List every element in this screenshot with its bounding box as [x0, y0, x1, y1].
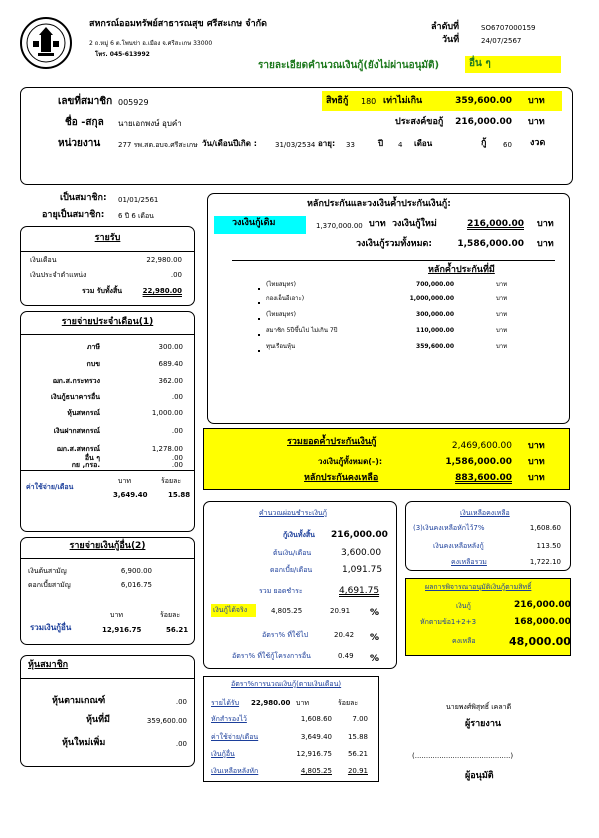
expense-label: กย ,กรอ. [71, 461, 100, 469]
installments: 60 [503, 141, 512, 149]
repayment-title: คำนวณผ่อนชำระเงินกู้ [259, 509, 327, 517]
guarantee-bullet [258, 288, 260, 290]
guarantee-unit: บาท [496, 311, 508, 318]
principal-value: 6,900.00 [120, 567, 152, 575]
new-loan-label: วงเงินกู้ใหม่ [392, 219, 437, 229]
ratio-row-value: 4,805.25 [300, 767, 332, 775]
report-title: รายละเอียดคำนวณเงินกู้(ยังไม่ผ่านอนุมัติ) [258, 60, 440, 71]
ratio-row-pct: 15.88 [347, 733, 368, 741]
principal-month-value: 3,600.00 [341, 548, 382, 558]
received-pct-sign: % [370, 608, 380, 618]
loan-label: กู้ [481, 138, 487, 148]
name-value: นายเอกพงษ์ อุบคำ [118, 119, 182, 128]
guarantee-unit: บาท [496, 343, 508, 350]
member-id-label: เลขที่สมาชิก [58, 96, 113, 107]
purpose-amount: 216,000.00 [455, 117, 512, 127]
other-total-label: รวมเงินกู้อื่น [30, 623, 72, 632]
expense-label: เงินฝากสหกรณ์ [53, 427, 100, 435]
principal-label: เงินต้นสามัญ [28, 567, 67, 575]
interest-label: ดอกเบี้ยสามัญ [28, 581, 71, 589]
guarantee-title: หลักค้ำประกันที่มี [428, 265, 495, 275]
org-name: สหกรณ์ออมทรัพย์สาธารณสุข ศรีสะเกษ จำกัด [89, 19, 267, 29]
other-total-value: 12,916.75 [102, 626, 142, 634]
guarantee-bullet [258, 350, 260, 352]
received-pct: 20.91 [330, 607, 351, 615]
shares-box [20, 655, 195, 767]
approval-loan-label: เงินกู้ [456, 602, 471, 610]
birth-label: วัน/เดือนปีเกิด : [202, 139, 257, 148]
expenses-total-value: 3,649.40 [113, 491, 148, 499]
expense-label: ฌก.ส.กระทรวง [52, 377, 100, 385]
org-phone: โทร. 045-613992 [95, 51, 150, 58]
expense-value: .00 [171, 427, 183, 435]
purpose-label: ประสงค์ขอกู้ [395, 117, 444, 127]
all-loan-label: วงเงินกู้รวมทั้งหมด: [356, 239, 432, 249]
ratio-row-pct: 20.91 [347, 767, 368, 775]
all-loans-value: 1,586,000.00 [445, 457, 512, 467]
seq-value: SO6707000159 [481, 24, 536, 32]
other-col-baht: บาท [110, 611, 123, 619]
remaining-label: หลักประกันคงเหลือ [304, 473, 379, 483]
approver-role: ผู้อนุมัติ [465, 771, 494, 781]
ratio-row-pct: 56.21 [347, 750, 368, 758]
reserve-label: (3)เงินคงเหลือหักไว้7% [413, 524, 485, 532]
income-title: รายรับ [94, 233, 121, 243]
guarantee-value: 700,000.00 [416, 281, 454, 288]
expense-label: อื่น ๆ [84, 454, 100, 462]
ratio-row-value: 1,608.60 [300, 715, 332, 723]
all-loans-label: วงเงินกู้ทั้งหมด(-): [318, 457, 383, 466]
rate-label: อัตรา% ที่ใช้ไป [262, 631, 309, 639]
ratio-row-value: 12,916.75 [296, 750, 332, 758]
expense-label: หุ้นสหกรณ์ [67, 409, 100, 417]
guarantee-total-baht: บาท [528, 441, 545, 451]
guarantee-unit: บาท [496, 295, 508, 302]
expenses-col-pct: ร้อยละ [161, 477, 182, 485]
ratio-row-label: เงินเหลือหลังหัก [211, 767, 259, 775]
sum-label: รวม ยอดชำระ [259, 587, 303, 595]
member-since-value: 01/01/2561 [118, 196, 159, 204]
approval-deduct-label: หักตามข้อ1+2+3 [420, 618, 477, 626]
rights-amount: 359,600.00 [455, 96, 512, 106]
guarantee-label: (ไทยสมุทร) [266, 311, 296, 318]
approval-loan-value: 216,000.00 [514, 600, 571, 610]
ratio-row-value: 3,649.40 [300, 733, 332, 741]
monthly-expenses-title: รายจ่ายประจำเดือน(1) [61, 317, 154, 327]
expense-value: .00 [171, 454, 183, 462]
birth-value: 31/03/2534 [275, 141, 316, 149]
ratio-income-value: 22,980.00 [251, 699, 291, 707]
all-loan-baht: บาท [537, 239, 554, 249]
old-loan-label: วงเงินกู้เดิม [214, 216, 306, 234]
ratio-row-pct: 7.00 [352, 715, 368, 723]
guarantee-value: 300,000.00 [416, 311, 454, 318]
guarantee-unit: บาท [496, 327, 508, 334]
expense-label: ฌก.ส.สหกรณ์ [56, 445, 100, 453]
project-value: 0.49 [338, 652, 354, 660]
remaining-baht: บาท [528, 473, 545, 483]
ratio-col-baht: บาท [296, 699, 309, 707]
interest-month-value: 1,091.75 [342, 565, 383, 575]
project-pct-sign: % [370, 654, 380, 664]
income-total-label: รวม รับทั้งสิ้น [82, 287, 123, 295]
remaining-value: 883,600.00 [455, 473, 512, 483]
collateral-title: หลักประกันและวงเงินค้ำประกันเงินกู้: [307, 199, 451, 209]
expenses-total-pct: 15.88 [168, 491, 191, 499]
ratio-row-label: เงินกู้อื่น [211, 750, 235, 758]
expenses-total-label: ค่าใช้จ่าย/เดือน [26, 483, 74, 491]
ratio-income-label: รายได้รับ [211, 699, 240, 707]
reporter-role: ผู้รายงาน [465, 719, 502, 729]
name-label: ชื่อ -สกุล [65, 117, 104, 128]
expense-label: เงินกู้ธนาคารอื่น [50, 393, 100, 401]
left-total-label: คงเหลือรวม [451, 558, 487, 566]
all-loans-baht: บาท [528, 457, 545, 467]
expense-value: 1,000.00 [151, 409, 183, 417]
expense-value: 362.00 [158, 377, 183, 385]
shares-have-label: หุ้นที่มี [86, 715, 110, 725]
rate-pct-sign: % [370, 633, 380, 643]
rights-label: สิทธิกู้ [326, 96, 349, 106]
rights-baht: บาท [528, 96, 545, 106]
shares-add-value: .00 [175, 740, 187, 748]
expense-value: 689.40 [158, 360, 183, 368]
project-label: อัตรา% ที่ใช้กู้โครงการอื่น [232, 652, 311, 660]
guarantee-summary-box [203, 428, 570, 490]
age-years: 33 [346, 141, 355, 149]
approver-blank: (...........................................) [412, 752, 514, 760]
expense-value: .00 [171, 461, 183, 469]
guarantee-unit: บาท [496, 281, 508, 288]
year-unit: ปี [378, 139, 384, 148]
guarantee-total-label: รวมยอดค้ำประกันเงินกู้ [287, 437, 377, 447]
shares-have-value: 359,600.00 [146, 717, 187, 725]
approval-deduct-value: 168,000.00 [514, 617, 571, 627]
member-age-value: 6 ปี 6 เดือน [118, 212, 154, 220]
new-loan-value: 216,000.00 [467, 219, 524, 229]
old-loan-value: 1,370,000.00 [316, 222, 363, 230]
org-address: 2 ถ.หมู่ 6 ต.โพนข่า อ.เมือง จ.ศรีสะเกษ 33000 [89, 40, 213, 47]
expense-label: กบข [86, 360, 100, 368]
guarantee-bullet [258, 334, 260, 336]
reserve-value: 1,608.60 [529, 524, 561, 532]
all-loan-value: 1,586,000.00 [457, 239, 524, 249]
ratio-row-label: ค่าใช้จ่าย/เดือน [211, 733, 259, 741]
unit-label: หน่วยงาน [58, 138, 101, 149]
repayment-box [203, 501, 397, 669]
interest-value: 6,016.75 [120, 581, 152, 589]
guarantee-value: 110,000.00 [416, 327, 454, 334]
approval-net-value: 48,000.00 [509, 635, 571, 648]
rate-value: 20.42 [334, 631, 355, 639]
sum-value: 4,691.75 [339, 586, 380, 596]
after-loan-label: เงินคงเหลือหลังกู้ [433, 542, 484, 550]
other-loans-title: รายจ่ายเงินกู้อื่น(2) [69, 541, 146, 551]
rights-months: 180 [361, 97, 377, 106]
other-col-pct: ร้อยละ [160, 611, 181, 619]
member-age-label: อายุเป็นสมาชิก: [42, 210, 105, 220]
expense-value: 1,278.00 [151, 445, 183, 453]
position-value: .00 [170, 271, 182, 279]
shares-criteria-value: .00 [175, 698, 187, 706]
installment-unit: งวด [530, 138, 546, 148]
total-loan-label: กู้เงินทั้งสิ้น [283, 531, 315, 539]
salary-label: เงินเดือน [30, 256, 57, 264]
left-total-value: 1,722.10 [529, 558, 561, 566]
purpose-baht: บาท [528, 117, 545, 127]
approval-net-label: คงเหลือ [452, 637, 476, 645]
income-total-value: 22,980.00 [142, 287, 182, 295]
not-exceed-label: เท่าไม่เกิน [383, 96, 423, 106]
guarantee-total-value: 2,469,600.00 [451, 441, 512, 451]
loan-type: อื่น ๆ [465, 56, 561, 73]
shares-add-label: หุ้นใหม่เพิ่ม [62, 738, 106, 748]
received-label: เงินกู้ได้จริง [211, 604, 256, 617]
old-loan-baht: บาท [369, 219, 386, 229]
seq-label: ลำดับที่ [431, 22, 460, 32]
guarantee-label: กองเอ็นอีเอาะ) [266, 295, 305, 302]
other-total-pct: 56.21 [166, 626, 189, 634]
logo [20, 17, 72, 69]
remaining-cash-title: เงินเหลือคงเหลือ [460, 509, 510, 517]
position-label: เงินประจำตำแหน่ง [30, 271, 87, 279]
date-value: 24/07/2567 [481, 37, 522, 45]
member-since-label: เป็นสมาชิก: [60, 193, 107, 203]
month-unit: เดือน [414, 139, 433, 148]
unit-value: 277 รพ.สต.อบจ.ศรีสะเกษ [118, 141, 198, 149]
guarantee-label: ทุนเรือนหุ้น [266, 343, 296, 350]
expense-value: .00 [171, 393, 183, 401]
guarantee-bullet [258, 318, 260, 320]
guarantee-value: 359,600.00 [416, 343, 454, 350]
shares-title: หุ้นสมาชิก [28, 660, 69, 670]
age-label: อายุ: [318, 139, 336, 148]
age-months: 4 [398, 141, 403, 149]
after-loan-value: 113.50 [536, 542, 561, 550]
approval-title: ผลการพิจารณาอนุมัติเงินกู้ตามสิทธิ์ [425, 583, 532, 591]
expense-value: 300.00 [158, 343, 183, 351]
total-loan-value: 216,000.00 [331, 530, 388, 540]
salary-value: 22,980.00 [146, 256, 182, 264]
guarantee-value: 1,000,000.00 [409, 295, 454, 302]
received-value: 4,805.25 [271, 607, 303, 615]
expense-label: ภาษี [86, 343, 100, 351]
guarantee-label: (ไทยสมุทร) [266, 281, 296, 288]
new-loan-baht: บาท [537, 219, 554, 229]
guarantee-bullet [258, 302, 260, 304]
reporter-name: นายพงศ์พิสุทธิ์ เคลาดี [446, 703, 512, 711]
expenses-col-baht: บาท [118, 477, 131, 485]
principal-month-label: ต้นเงิน/เดือน [273, 549, 312, 557]
date-label: วันที่ [442, 35, 460, 45]
ratio-col-pct: ร้อยละ [338, 699, 359, 707]
shares-criteria-label: หุ้นตามเกณฑ์ [52, 696, 106, 706]
guarantee-label: สมาชิก 5ปีขึ้นไป ไม่เกิน 7ปี [266, 327, 338, 334]
member-id-value: 005929 [118, 98, 149, 107]
interest-month-label: ดอกเบี้ย/เดือน [270, 566, 313, 574]
ratio-title: อัตรา%การนวณเงินกู้(ตามเงินเดือน) [231, 680, 342, 688]
ratio-row-label: หักสำรองไว้ [211, 715, 247, 723]
